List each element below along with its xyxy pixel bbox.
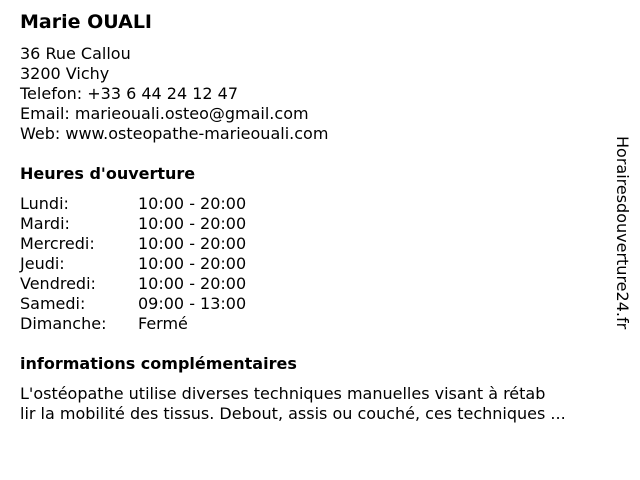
hours-time: 10:00 - 20:00 bbox=[138, 254, 247, 273]
description-text bbox=[20, 384, 620, 424]
address-city: 3200 Vichy bbox=[20, 64, 110, 83]
hours-time: 10:00 - 20:00 bbox=[138, 214, 247, 233]
hours-row bbox=[20, 294, 246, 314]
hours-row bbox=[20, 234, 246, 254]
address-street: 36 Rue Callou bbox=[20, 44, 131, 63]
info-heading: informations complémentaires bbox=[20, 354, 297, 373]
description-line: L'ostéopathe utilise diverses techniques manuelles visant à rétab bbox=[20, 384, 546, 403]
email-text[interactable]: Email: marieouali.osteo@gmail.com bbox=[20, 104, 309, 123]
contact-block bbox=[20, 44, 328, 144]
hours-day: Mercredi: bbox=[20, 234, 95, 253]
hours-heading: Heures d'ouverture bbox=[20, 164, 196, 183]
hours-time: 09:00 - 13:00 bbox=[138, 294, 247, 313]
hours-row bbox=[20, 214, 246, 234]
business-name: Marie OUALI bbox=[20, 11, 152, 33]
hours-day: Mardi: bbox=[20, 214, 70, 233]
hours-row bbox=[20, 314, 246, 334]
hours-day: Vendredi: bbox=[20, 274, 96, 293]
hours-day: Samedi: bbox=[20, 294, 86, 313]
hours-time: 10:00 - 20:00 bbox=[138, 234, 247, 253]
hours-time: 10:00 - 20:00 bbox=[138, 194, 247, 213]
hours-time: 10:00 - 20:00 bbox=[138, 274, 247, 293]
site-watermark: Horairesdouverture24.fr bbox=[613, 136, 632, 330]
hours-row bbox=[20, 194, 246, 214]
hours-time: Fermé bbox=[138, 314, 188, 333]
hours-table bbox=[20, 194, 246, 334]
hours-row bbox=[20, 274, 246, 294]
hours-row bbox=[20, 254, 246, 274]
hours-day: Dimanche: bbox=[20, 314, 107, 333]
phone-text[interactable]: Telefon: +33 6 44 24 12 47 bbox=[20, 84, 239, 103]
description-line: lir la mobilité des tissus. Debout, assis ou couché, ces techniques ... bbox=[20, 404, 566, 423]
website-text[interactable]: Web: www.osteopathe-marieouali.com bbox=[20, 124, 329, 143]
hours-day: Lundi: bbox=[20, 194, 69, 213]
hours-day: Jeudi: bbox=[20, 254, 65, 273]
